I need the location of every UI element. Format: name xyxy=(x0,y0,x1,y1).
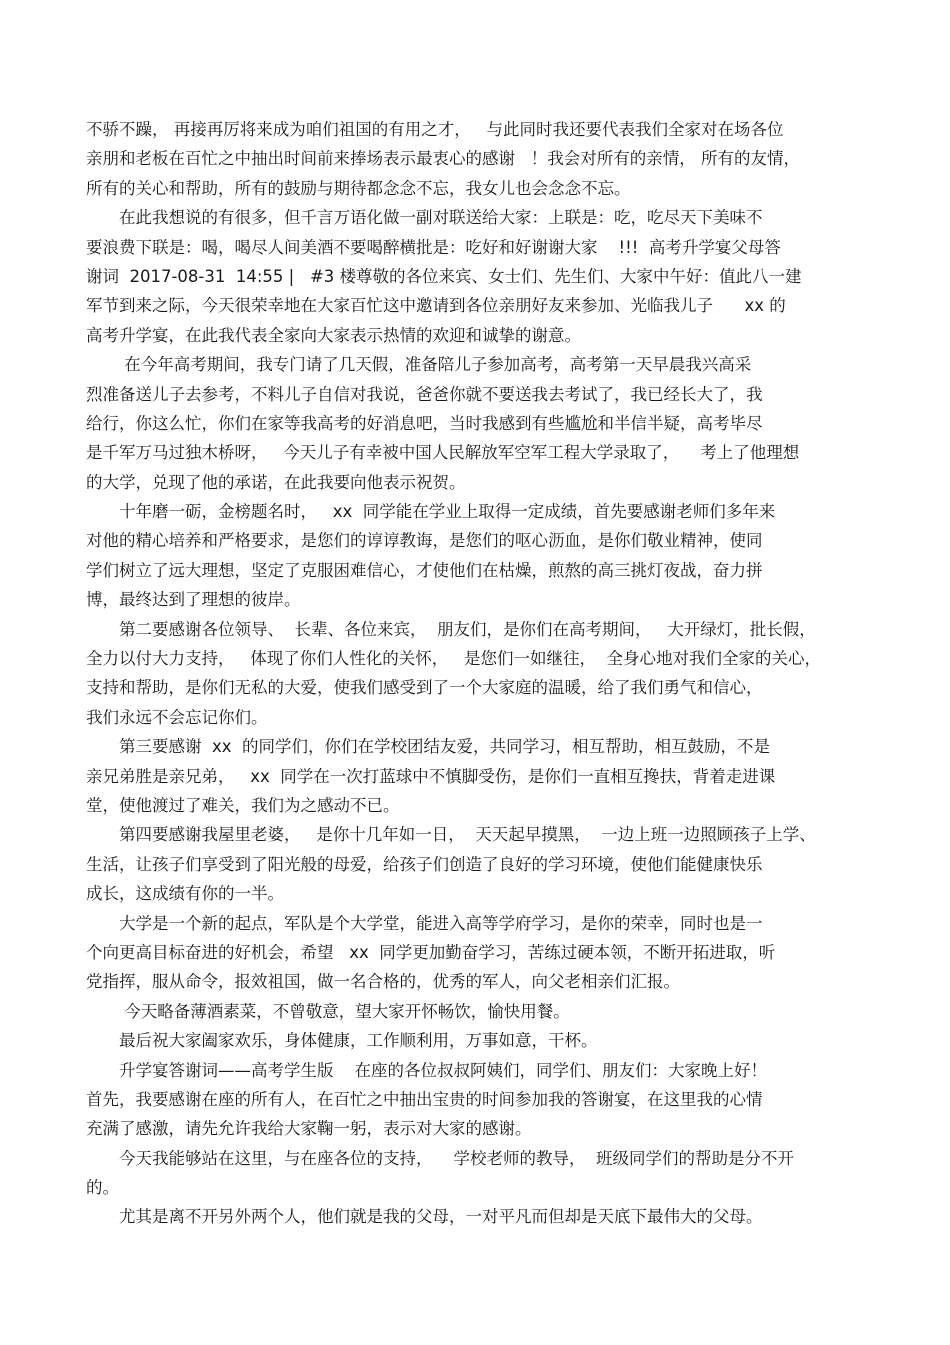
text-line: 在今年高考期间，我专门请了几天假，准备陪儿子参加高考，高考第一天早晨我兴高采 xyxy=(86,355,752,375)
text-line: 首先，我要感谢在座的所有人，在百忙之中抽出宝贵的时间参加我的答谢宴，在这里我的心情 xyxy=(86,1089,763,1109)
text-line: 升学宴答谢词——高考学生版 在座的各位叔叔阿姨们，同学们、朋友们：大家晚上好！ xyxy=(86,1060,767,1080)
text-line: 党指挥，服从命令，报效祖国，做一名合格的，优秀的军人，向父老相亲们汇报。 xyxy=(86,972,680,992)
text-line: 军节到来之际，今天很荣幸地在大家百忙这中邀请到各位亲朋好友来参加、光临我儿子 xx 的 xyxy=(86,296,786,316)
text-line: 学们树立了远大理想，坚定了克服困难信心，才使他们在枯燥，煎熬的高三挑灯夜战，奋力拼 xyxy=(86,560,763,580)
text-line: 不骄不躁， 再接再厉将来成为咱们祖国的有用之才， 与此同时我还要代表我们全家对在场各位 xyxy=(86,120,784,139)
text-line: 支持和帮助，是你们无私的大爱，使我们感受到了一个大家庭的温暖，给了我们勇气和信心， xyxy=(86,678,763,698)
text-line: 堂，使他渡过了难关，我们为之感动不已。 xyxy=(86,795,400,815)
text-line: 生活，让孩子们享受到了阳光般的母爱，给孩子们创造了良好的学习环境，使他们能健康快乐 xyxy=(86,854,763,874)
text-line: 第三要感谢 xx 的同学们，你们在学校团结友爱，共同学习，相互帮助，相互鼓励，不是 xyxy=(86,737,771,757)
text-line: 给行，你这么忙，你们在家等我高考的好消息吧，当时我感到有些尴尬和半信半疑，高考毕尽 xyxy=(86,413,763,433)
text-line: 所有的关心和帮助，所有的鼓励与期待都念念不忘，我女儿也会念念不忘。 xyxy=(86,178,631,198)
text-line: 谢词 2017-08-31 14:55 | #3 楼尊敬的各位来宾、女士们、先生们、大家中午好：值此八一建 xyxy=(86,266,802,286)
text-line: 烈准备送儿子去参考，不料儿子自信对我说，爸爸你就不要送我去考试了，我已经长大了，我 xyxy=(86,384,763,404)
text-line: 博，最终达到了理想的彼岸。 xyxy=(86,590,301,610)
text-line: 大学是一个新的起点，军队是个大学堂，能进入高等学府学习，是你的荣幸，同时也是一 xyxy=(86,913,763,933)
document-body xyxy=(86,115,866,1232)
text-line: 是千军万马过独木桥呀， 今天儿子有幸被中国人民解放军空军工程大学录取了， 考上了他理想 xyxy=(86,443,800,463)
text-line: 高考升学宴，在此我代表全家向大家表示热情的欢迎和诚挚的谢意。 xyxy=(86,325,581,345)
text-line: 今天略备薄酒素菜，不曾敬意，望大家开怀畅饮，愉快用餐。 xyxy=(86,1001,570,1021)
text-line: 对他的精心培养和严格要求，是您们的谆谆教诲，是您们的呕心沥血，是你们敬业精神，使同 xyxy=(86,531,763,551)
text-line: 第二要感谢各位领导、 长辈、各位来宾， 朋友们，是你们在高考期间， 大开绿灯，批长假， xyxy=(86,619,816,639)
text-line: 的大学，兑现了他的承诺，在此我要向他表示祝贺。 xyxy=(86,472,466,492)
text-line: 第四要感谢我屋里老婆， 是你十几年如一日， 天天起早摸黑， 一边上班一边照顾孩子上学、 xyxy=(86,825,816,845)
text-line: 最后祝大家阖家欢乐，身体健康，工作顺利用，万事如意，干杯。 xyxy=(86,1031,598,1051)
text-line: 亲朋和老板在百忙之中抽出时间前来捧场表示最衷心的感谢 ！我会对所有的亲情， 所有的友情， xyxy=(86,149,800,169)
text-line: 全力以付大力支持， 体现了你们人性化的关怀， 是您们一如继往， 全身心地对我们全家的关心， xyxy=(86,649,821,669)
text-line: 在此我想说的有很多，但千言万语化做一副对联送给大家：上联是：吃，吃尽天下美味不 xyxy=(86,208,763,228)
text-line: 要浪费下联是：喝，喝尽人间美酒不要喝醉横批是：吃好和好谢谢大家 !!! 高考升学宴父母答 xyxy=(86,237,781,257)
text-line: 我们永远不会忘记你们。 xyxy=(86,707,268,727)
text-line: 成长，这成绩有你的一半。 xyxy=(86,884,284,904)
text-line: 亲兄弟胜是亲兄弟， xx 同学在一次打蓝球中不慎脚受伤，是你们一直相互搀扶，背着走进课 xyxy=(86,766,776,786)
text-line: 尤其是离不开另外两个人，他们就是我的父母，一对平凡而但却是天底下最伟大的父母。 xyxy=(86,1207,763,1227)
text-line: 个向更高目标奋进的好机会，希望 xx 同学更加勤奋学习，苦练过硬本领，不断开拓进取，听 xyxy=(86,942,776,962)
text-line: 充满了感激，请先允许我给大家鞠一躬，表示对大家的感谢。 xyxy=(86,1119,532,1139)
text-line: 今天我能够站在这里，与在座各位的支持， 学校老师的教导， 班级同学们的帮助是分不开 xyxy=(86,1148,794,1168)
text-line: 的。 xyxy=(86,1178,119,1198)
text-line: 十年磨一砺，金榜题名时， xx 同学能在学业上取得一定成绩，首先要感谢老师们多年来 xyxy=(86,502,776,522)
